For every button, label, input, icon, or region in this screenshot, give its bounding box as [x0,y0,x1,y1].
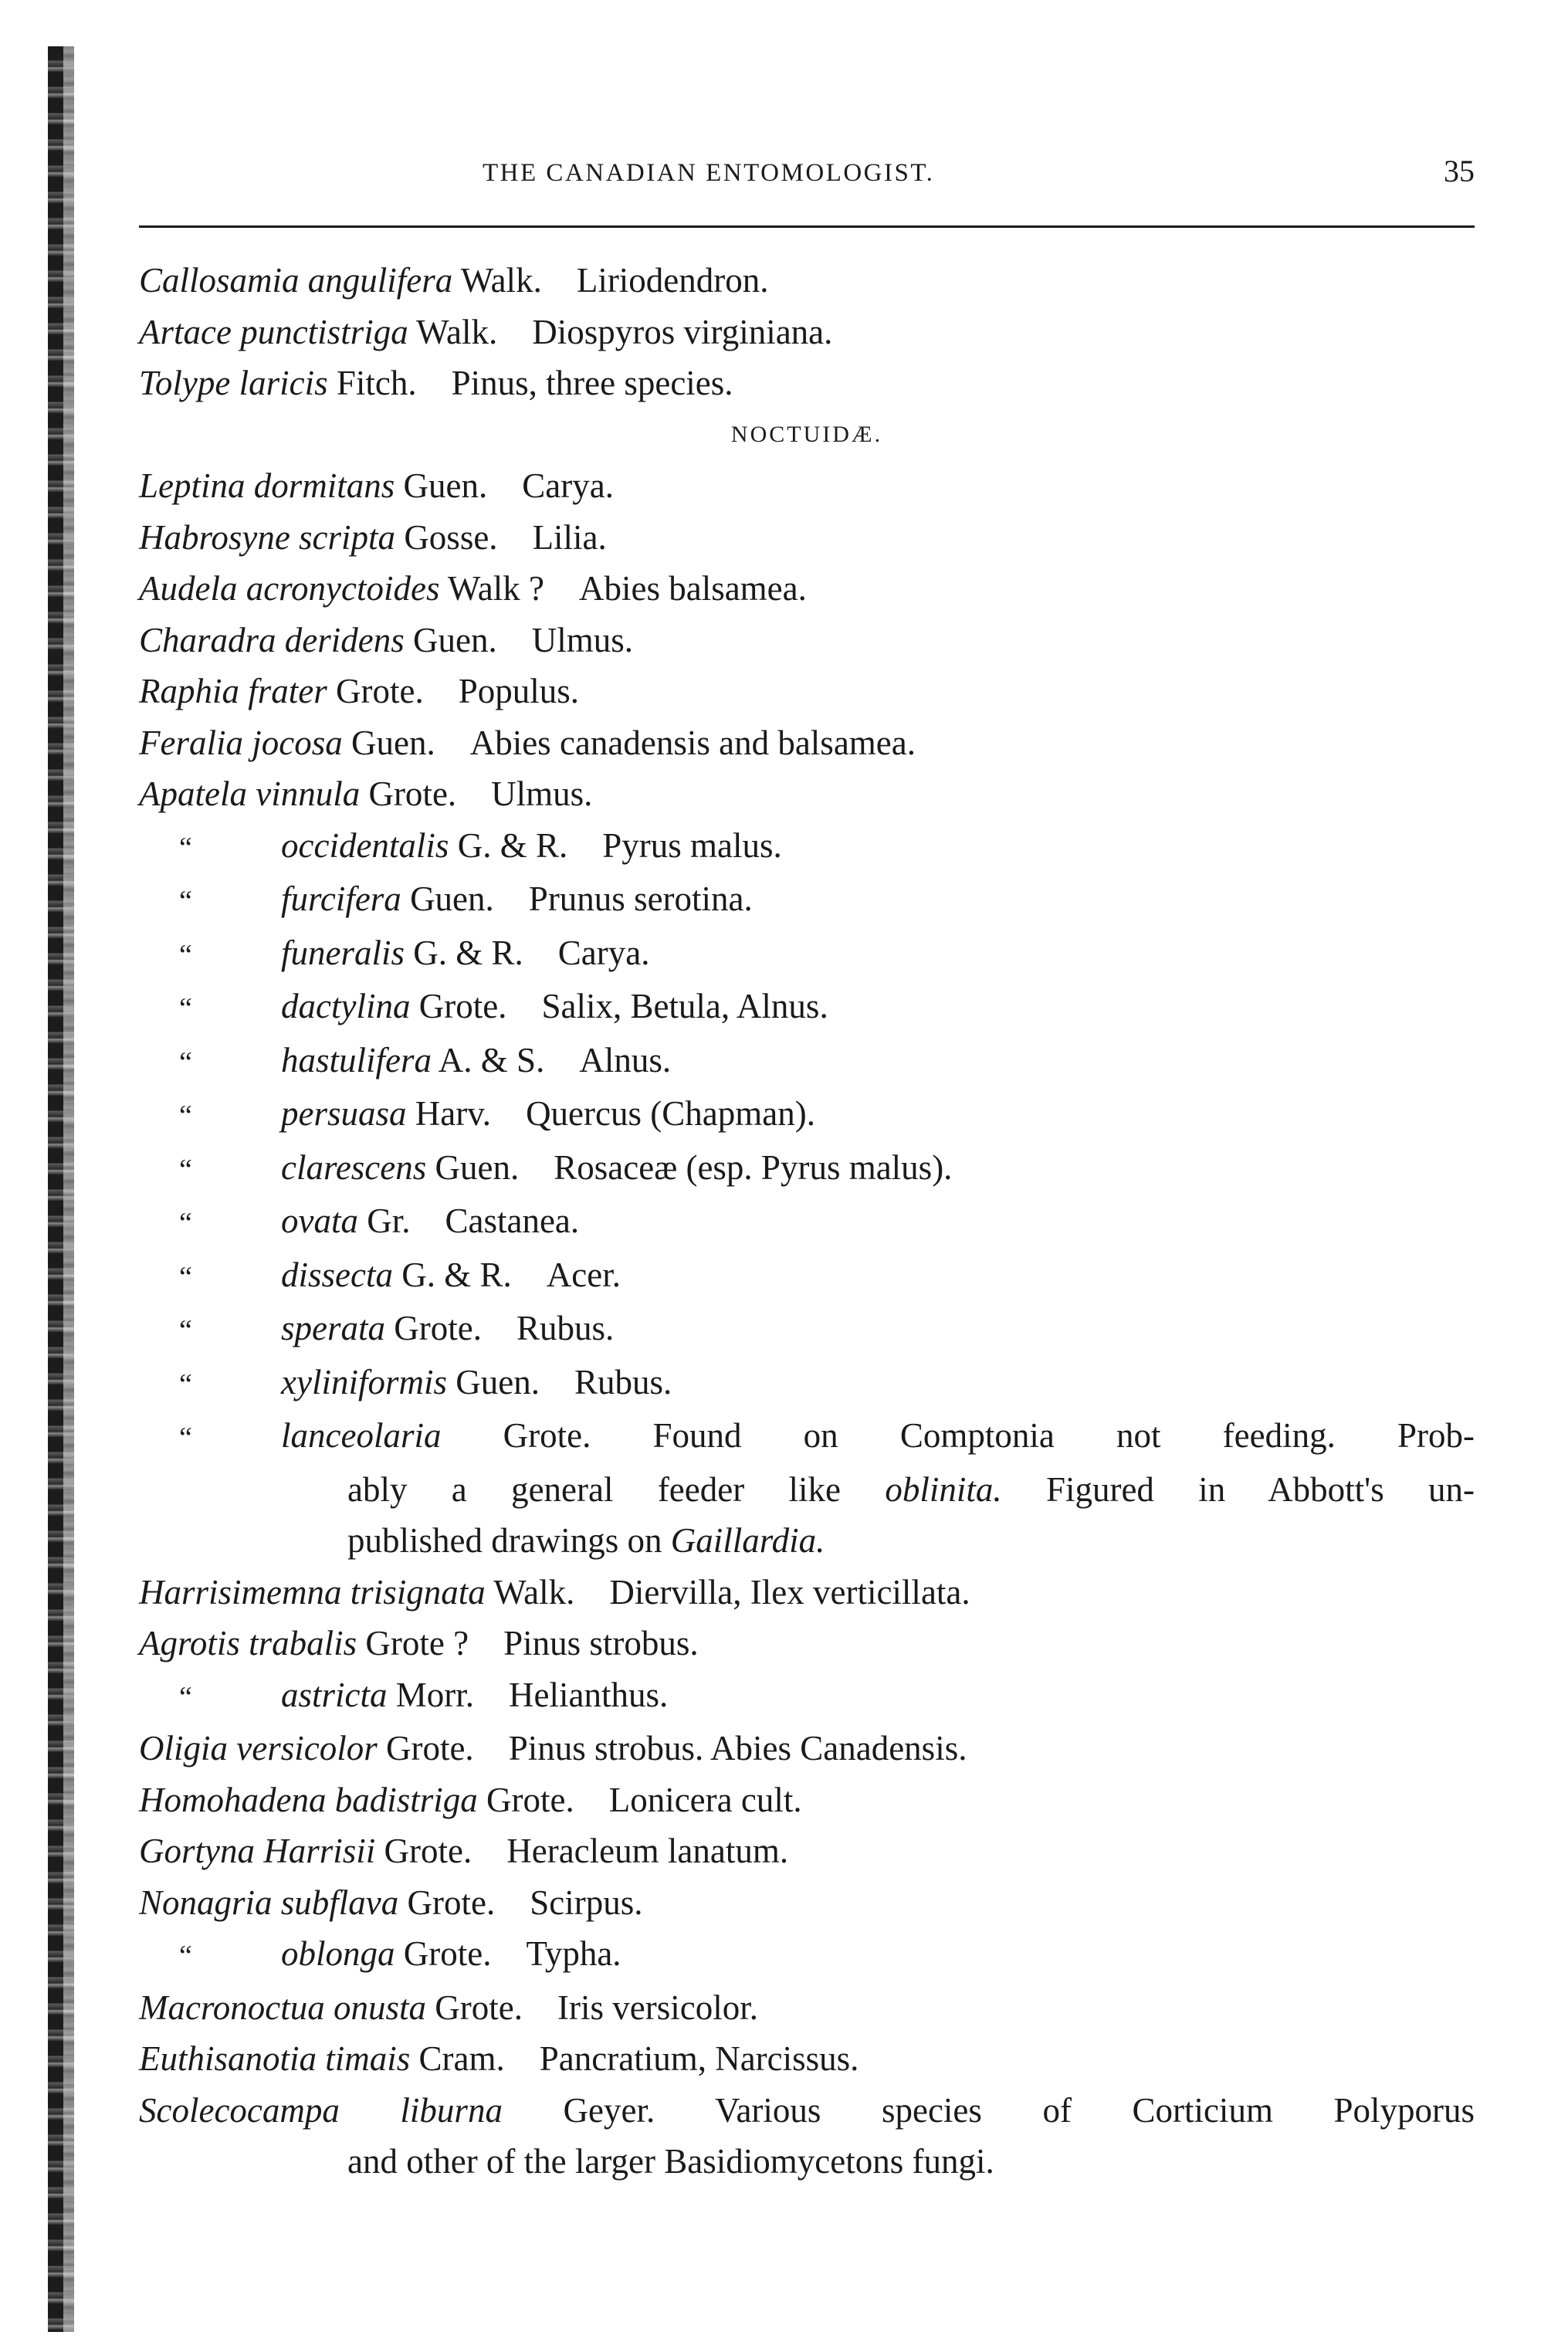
host-plant: Pyrus malus. [602,825,782,865]
species-author: Guen. [410,880,494,918]
ditto-mark: “ [179,1940,192,1972]
species-name: ovata [281,1202,358,1240]
host-plant: Heracleum lanatum. [506,1832,789,1870]
species-name: Euthisanotia timais [139,2039,411,2078]
list-item [139,927,1475,981]
host-plant: Diospyros virginiana. [532,312,833,351]
species-author: Grote. [486,1780,574,1819]
ditto-mark: “ [179,831,192,864]
species-author: Walk. [493,1572,575,1612]
species-author: Gr. [367,1202,411,1240]
species-author: Gosse. [404,517,498,557]
host-plant: Lilia. [532,517,607,557]
species-author: Walk ? [447,569,544,608]
species-name: funeralis [281,933,405,972]
species-name: Callosamia angulifera [139,261,453,300]
list-item [139,307,1475,358]
host-plant: Populus. [458,672,580,710]
species-name: Artace punctistriga [139,312,408,351]
species-name: lanceolaria [281,1416,442,1455]
species-author: Guen. [435,1147,520,1187]
species-name: oblonga [281,1934,395,1973]
host-plant: Liriodendron. [576,261,769,300]
species-author: Walk. [460,261,542,300]
host-plant: Rubus. [574,1362,672,1401]
list-item [139,1195,1475,1249]
host-plant: Pinus strobus. Abies Canadensis. [508,1729,967,1768]
list-item [139,981,1475,1035]
species-author: G. & R. [413,933,523,972]
list-item-lanceolaria [139,1410,1475,1464]
section-heading-noctuidae: NOCTUIDÆ. [730,421,883,447]
host-plant: Abies balsamea. [578,569,807,608]
host-plant: Alnus. [579,1040,672,1079]
list-item [139,255,1475,307]
host-plant: Ulmus. [491,774,593,813]
list-item [139,1088,1475,1142]
list-saturniidae-tail [139,255,1475,409]
species-name: xyliniformis [281,1362,447,1401]
ditto-mark: “ [179,885,192,917]
list-item [139,1303,1475,1357]
host-plant: Castanea. [445,1202,580,1240]
species-name: Macronoctua onusta [139,1988,427,2027]
species-author: Guen. [403,466,488,505]
list-item [139,1249,1475,1303]
species-name: persuasa [281,1094,407,1133]
species-name: dactylina [281,987,411,1025]
species-name: Homohadena badistriga [139,1780,478,1819]
host-plant: Lonicera cult. [608,1780,802,1819]
list-item [139,1982,1475,2034]
species-author: G. & R. [457,825,568,865]
list-item [139,666,1475,717]
list-item [139,358,1475,409]
ditto-mark: “ [179,1680,192,1713]
ditto-mark: “ [179,1314,192,1347]
species-name: Agrotis trabalis [139,1624,357,1662]
host-note-line1: Found on Comptonia not feeding. Prob- [652,1416,1475,1455]
list-item [139,1357,1475,1411]
running-head: THE CANADIAN ENTOMOLOGIST. [483,159,935,187]
species-name: Charadra deridens [139,620,405,659]
species-author: Grote. [503,1416,591,1455]
list-item-scolecocampa [139,2085,1475,2137]
species-author: Grote. [394,1309,482,1347]
species-author: Grote. [384,1832,472,1870]
host-plant: Rubus. [516,1309,615,1347]
species-author: Grote. [403,1934,492,1973]
host-plant: Iris versicolor. [557,1988,758,2027]
species-name: Feralia jocosa [139,723,343,762]
species-name: Apatela vinnula [139,774,361,813]
ditto-mark: “ [179,1207,192,1239]
species-name: Scolecocampa liburna [139,2090,503,2130]
list-item [139,873,1475,927]
host-plant: Prunus serotina. [528,880,753,918]
list-item [139,1774,1475,1826]
species-author: Walk. [416,312,498,351]
species-name: Gortyna Harrisii [139,1832,376,1870]
species-name: dissecta [281,1255,393,1294]
species-author: G. & R. [401,1255,512,1294]
list-item [139,1928,1475,1982]
host-plant: Carya. [557,933,650,972]
host-plant: Helianthus. [509,1675,669,1714]
species-author: Grote. [385,1729,474,1768]
species-author: Harv. [415,1094,492,1133]
species-author: Grote. [418,987,507,1025]
list-item [139,1723,1475,1774]
species-name: Harrisimemna trisignata [139,1572,486,1612]
species-author: Grote. [407,1883,496,1922]
ditto-mark: “ [179,1368,192,1401]
host-note-line3 [139,1515,1475,1567]
host-plant: Acer. [546,1255,621,1294]
page-binding-edge [48,46,74,2332]
page-header [139,153,1475,199]
list-item [139,1669,1475,1723]
host-plant: Pinus, three species. [451,364,733,402]
species-author: A. & S. [438,1040,545,1079]
host-plant: Pinus strobus. [503,1624,699,1662]
ditto-mark: “ [179,938,192,971]
note-text: ably a general feeder like [347,1469,842,1509]
list-item [139,1825,1475,1877]
species-author: Guen. [351,723,435,762]
species-name: Nonagria subflava [139,1883,399,1922]
list-item [139,2033,1475,2085]
species-name: hastulifera [281,1040,432,1079]
list-item [139,820,1475,874]
ditto-mark: “ [179,992,192,1025]
page-number: 35 [1444,154,1475,188]
species-name: Leptina dormitans [139,466,395,505]
species-author: Cram. [418,2039,505,2078]
host-plant: Diervilla, Ilex verticillata. [609,1572,970,1612]
species-name: Tolype laricis [139,364,328,402]
list-item [139,512,1475,564]
species-name: furcifera [281,880,401,918]
species-name: Audela acronyctoides [139,569,440,608]
species-author: Grote. [336,672,424,710]
species-name: Oligia versicolor [139,1729,378,1768]
list-item [139,460,1475,512]
ditto-mark: “ [179,1260,192,1293]
list-item [139,1618,1475,1669]
list-item [139,1567,1475,1618]
species-name: occidentalis [281,825,449,865]
species-name: clarescens [281,1147,427,1187]
list-item [139,768,1475,820]
ditto-mark: “ [179,1046,192,1079]
note-text: Figured in Abbott's un- [1045,1469,1475,1509]
list-item [139,1035,1475,1089]
ditto-mark: “ [179,1100,192,1132]
ditto-mark: “ [179,1153,192,1186]
list-noctuidae-part1 [139,460,1475,1410]
header-rule [139,225,1475,228]
host-plant: Salix, Betula, Alnus. [541,987,828,1025]
list-item [139,563,1475,615]
species-name: Habrosyne scripta [139,517,396,557]
host-note-line2 [139,1464,1475,1516]
species-author: Guen. [413,620,497,659]
note-text: published drawings on [347,1521,662,1560]
host-note-line2 [139,2136,1475,2188]
species-list [139,255,1475,2188]
host-plant: Ulmus. [531,620,634,659]
host-plant: Abies canadensis and balsamea. [469,723,916,762]
note-italic-species: oblinita. [885,1469,1002,1509]
species-name: Raphia frater [139,672,327,710]
host-plant: Typha. [526,1934,621,1973]
host-plant: Carya. [522,466,614,505]
list-item [139,1877,1475,1929]
ditto-mark: “ [179,1422,192,1454]
list-noctuidae-part2 [139,1567,1475,2085]
host-plant: Quercus (Chapman). [526,1094,815,1133]
species-author: Fitch. [336,364,417,402]
species-author: Grote. [368,774,457,813]
species-author: Guen. [455,1362,540,1401]
species-author: Geyer. [563,2090,655,2130]
host-plant: Rosaceæ (esp. Pyrus malus). [554,1147,953,1187]
list-item [139,717,1475,769]
species-author: Morr. [395,1675,475,1714]
species-name: sperata [281,1309,385,1347]
host-note-line1: Various species of Corticium Polyporus [714,2090,1475,2130]
list-item [139,615,1475,666]
species-author: Grote ? [365,1624,469,1662]
species-name: astricta [281,1675,388,1714]
host-plant: Pancratium, Narcissus. [539,2039,859,2078]
list-item [139,1142,1475,1196]
species-author: Grote. [435,1988,523,2027]
note-italic-genus: Gaillardia. [670,1521,825,1560]
host-plant: Scirpus. [530,1883,643,1922]
note-text: and other of the larger Basidiomycetons fungi. [347,2142,994,2181]
